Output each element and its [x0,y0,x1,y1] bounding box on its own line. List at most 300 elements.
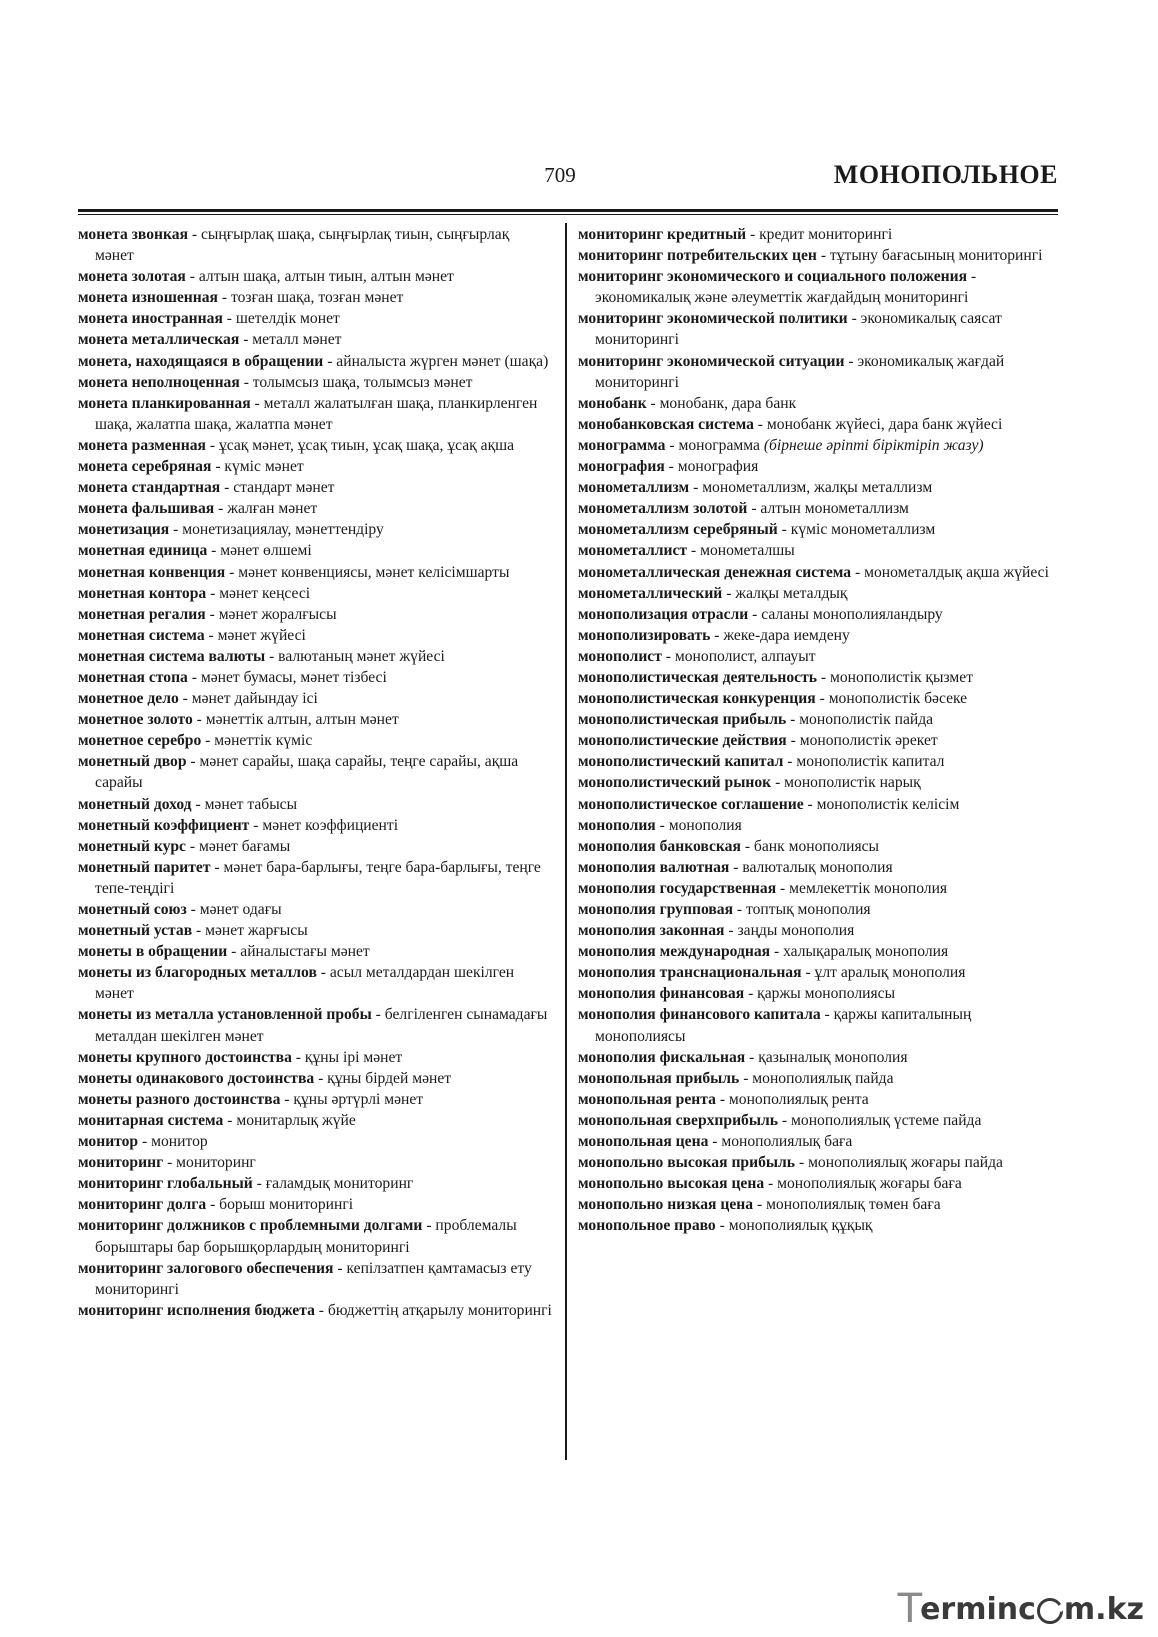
dictionary-entry [578,1047,1058,1068]
dictionary-entry [578,962,1058,983]
entry-definition: кепілзатпен қамтамасыз ету мониторингі [95,1259,532,1298]
dictionary-entry [78,1110,552,1131]
dictionary-entry [78,477,552,498]
entry-definition: валютаның мәнет жүйесі [278,647,445,665]
entry-term: монополистическая деятельность [578,668,818,686]
entry-term: мониторинг исполнения бюджета [78,1301,315,1319]
dictionary-entry [78,1173,552,1194]
entry-definition: монополиялық төмен баға [766,1196,941,1214]
entry-separator: - [185,837,199,855]
entry-term: монета, находящаяся в обращении [78,352,324,370]
entry-definition: құны әртүрлі мәнет [293,1090,424,1108]
entry-term: монета неполноценная [78,373,240,391]
dictionary-entry [578,920,1058,941]
entry-term: монограмма [578,436,666,454]
dictionary-entry [78,540,552,561]
entry-definition: монография [677,458,759,476]
entry-definition: толымсыз шақа, толымсыз мәнет [252,373,473,391]
entry-definition: монополистік нарық [784,774,921,792]
entry-separator: - [214,500,228,518]
entry-term: монеты разного достоинства [78,1090,281,1108]
dictionary-entry [78,456,552,477]
dictionary-entry [78,1089,552,1110]
dictionary-entry [578,646,1058,667]
entry-term: монета разменная [78,436,206,454]
header-rule-thin [78,214,1058,215]
entry-separator: - [786,711,800,729]
entry-separator: - [192,711,206,729]
entry-separator: - [223,1111,237,1129]
entry-term: монополия транснациональная [578,964,802,982]
entry-term: мониторинг потребительских цен [578,247,817,265]
entry-term: монополистические действия [578,732,787,750]
dictionary-entry [78,962,552,1004]
entry-term: монеты из благородных металлов [78,964,317,982]
entry-definition: мәнет бара-барлығы, теңге бара-барлығы, теңге тепе-теңдігі [95,858,541,897]
entry-definition: ұлт аралық монополия [814,964,966,982]
entry-term: монометаллизм золотой [578,500,748,518]
entry-separator: - [188,226,202,243]
entry-term: монетный двор [78,753,187,771]
entry-term: мониторинг экономического и социального положения [578,268,968,286]
entry-definition: монополиялық пайда [752,1069,894,1087]
entry-term: монета металлическая [78,331,240,349]
entry-separator: - [715,1090,729,1108]
entry-separator: - [715,1217,729,1235]
entry-separator: - [747,500,761,518]
dictionary-entry [578,456,1058,477]
dictionary-entry [78,1047,552,1068]
entry-term: монопольная рента [578,1090,716,1108]
dictionary-entry [578,477,1058,498]
dictionary-entry [578,794,1058,815]
dictionary-entry [578,899,1058,920]
dictionary-entry [578,414,1058,435]
dictionary-entry [78,266,552,287]
entry-separator: - [250,394,264,412]
dictionary-entry [78,1068,552,1089]
entry-term: монета фальшивая [78,500,215,518]
entry-term: монопольная сверхприбыль [578,1111,779,1129]
entry-term: монета изношенная [78,289,218,307]
entry-term: монопольная прибыль [578,1069,740,1087]
entry-term: монометаллический [578,584,723,602]
dictionary-entry [78,709,552,730]
dictionary-entry [578,245,1058,266]
entry-definition: сыңғырлақ шақа, сыңғырлақ тиын, сыңғырлақ мәнет [95,226,510,265]
entry-term: монеты из металла установленной пробы [78,1006,372,1024]
dictionary-entry [578,1215,1058,1236]
entry-definition: монополист, алпауыт [674,647,816,665]
dictionary-entry [78,604,552,625]
entry-separator: - [851,563,865,581]
dictionary-entry [78,941,552,962]
entry-separator: - [220,479,234,497]
dictionary-entry [578,266,1058,308]
entry-definition: мәнет дайындау ісі [191,690,318,708]
left-column [78,224,552,1321]
dictionary-entry [78,435,552,456]
entry-separator: - [710,626,724,644]
entry-note: (бірнеше әріпті біріктіріп жазу) [763,436,984,454]
entry-definition: монополиялық құқық [728,1217,873,1235]
entry-separator: - [778,1111,792,1129]
entry-separator: - [192,922,206,940]
entry-definition: айналыстағы мәнет [240,943,370,961]
entry-separator: - [211,458,225,476]
entry-separator: - [333,1259,347,1277]
entry-definition: монометалшы [700,542,795,560]
entry-definition: монобанк, дара банк [659,394,797,412]
entry-term: монеты одинакового достоинства [78,1069,315,1087]
logo-t-mark: T [897,1586,923,1632]
entry-term: монополия международная [578,943,771,961]
entry-definition: заңды монополия [737,922,855,940]
entry-definition: монополиялық рента [728,1090,869,1108]
entry-term: монополист [578,647,662,665]
entry-separator: - [801,964,815,982]
entry-separator: - [178,690,192,708]
dictionary-entry [578,604,1058,625]
entry-term: монетный коэффициент [78,816,250,834]
dictionary-entry [578,393,1058,414]
entry-term: монетное дело [78,690,179,708]
entry-term: монетная стопа [78,668,188,686]
dictionary-entry [78,815,552,836]
entry-separator: - [817,668,831,686]
dictionary-entry [78,351,552,372]
entry-definition: жалқы металдық [735,584,848,602]
entry-separator: - [138,1133,152,1151]
entry-term: монета серебряная [78,458,212,476]
dictionary-entry [578,878,1058,899]
entry-term: монопольно высокая прибыль [578,1154,796,1172]
entry-definition: қаржы капиталының монополиясы [595,1006,972,1045]
entry-term: монопольно высокая цена [578,1175,765,1193]
entry-separator: - [722,584,736,602]
column-divider [565,223,567,1460]
entry-separator: - [748,605,762,623]
entry-term: монополистический рынок [578,774,772,792]
entry-term: монопольно низкая цена [578,1196,754,1214]
entry-definition: мәнет бағамы [198,837,291,855]
entry-definition: мәнеттік алтын, алтын мәнет [205,711,399,729]
right-column [578,224,1058,1237]
entry-definition: құны бірдей мәнет [327,1069,452,1087]
dictionary-entry [78,1194,552,1215]
dictionary-entry [78,899,552,920]
entry-definition: белгіленген сынамадағы металдан шекілген мәнет [95,1006,548,1045]
entry-definition: жалған мәнет [227,500,318,518]
entry-separator: - [708,1133,722,1151]
entry-term: монета планкированная [78,394,251,412]
entry-separator: - [265,647,279,665]
dictionary-entry [578,1004,1058,1046]
entry-separator: - [744,985,758,1003]
dictionary-entry [578,857,1058,878]
dictionary-entry [78,393,552,435]
entry-definition: бюджеттің атқарылу мониторингі [327,1301,552,1319]
entry-definition: монополистік қызмет [830,668,974,686]
entry-separator: - [207,542,221,560]
dictionary-entry [78,519,552,540]
entry-term: монометаллизм серебряный [578,521,778,539]
entry-separator: - [687,542,701,560]
entry-term: монобанк [578,394,647,412]
entry-term: монета иностранная [78,310,223,328]
entry-definition: асыл металдардан шекілген мәнет [95,964,515,1003]
entry-definition: банк монополиясы [753,837,880,855]
entry-definition: күміс мәнет [224,458,304,476]
entry-definition: мәнеттік күміс [214,732,313,750]
entry-definition: саланы монополияландыру [761,605,943,623]
entry-definition: мәнет конвенциясы, мәнет келісімшарты [238,563,510,581]
entry-definition: экономикалық жағдай мониторингі [595,352,1005,391]
entry-definition: тұтыну бағасының мониторингі [829,247,1043,265]
entry-definition: шетелдік монет [235,310,340,328]
entry-definition: валюталық монополия [742,858,893,876]
entry-separator: - [187,668,201,686]
entry-definition: монитор [151,1133,208,1151]
dictionary-entry [78,1152,552,1173]
entry-definition: монополистік әрекет [799,732,938,750]
entry-term: монета золотая [78,268,186,286]
entry-separator: - [745,1048,759,1066]
entry-definition: мәнет кеңсесі [219,584,311,602]
entry-term: монеты в обращении [78,943,228,961]
entry-term: монометаллическая денежная система [578,563,852,581]
entry-separator: - [816,247,830,265]
entry-term: мониторинг долга [78,1196,207,1214]
dictionary-entry [578,709,1058,730]
entry-term: монета стандартная [78,479,221,497]
entry-term: мониторинг залогового обеспечения [78,1259,334,1277]
entry-separator: - [186,753,200,771]
entry-separator: - [252,1175,266,1193]
entry-separator: - [803,795,817,813]
entry-separator: - [239,331,253,349]
dictionary-entry [578,540,1058,561]
entry-definition: мемлекеттік монополия [789,879,948,897]
dictionary-entry [78,1300,552,1321]
entry-definition: ғаламдық мониторинг [265,1175,414,1193]
entry-term: монетный устав [78,922,193,940]
entry-separator: - [753,1196,767,1214]
dictionary-entry [78,224,552,266]
entry-separator: - [664,458,678,476]
dictionary-entry [578,351,1058,393]
entry-term: монополия финансовая [578,985,745,1003]
entry-definition: мәнет коэффициенті [262,816,399,834]
entry-term: монополия банковская [578,837,741,855]
dictionary-entry [578,435,1058,456]
dictionary-entry [578,1173,1058,1194]
dictionary-entry [578,583,1058,604]
entry-term: монетная система [78,626,205,644]
entry-separator: - [323,352,337,370]
entry-separator: - [783,753,797,771]
entry-definition: алтын шақа, алтын тиын, алтын мәнет [198,268,454,286]
entry-definition: айналыста жүрген мәнет (шақа) [336,352,549,370]
entry-definition: қазыналық монополия [758,1048,908,1066]
entry-separator: - [770,943,784,961]
dictionary-entry [78,287,552,308]
entry-term: мониторинг экономической политики [578,310,848,328]
entry-separator: - [733,901,747,918]
entry-definition: проблемалы борыштары бар борышқорлардың мониторингі [95,1217,517,1256]
entry-separator: - [740,837,754,855]
entry-separator: - [967,268,977,286]
entry-definition: мәнет өлшемі [220,542,312,560]
entry-definition: күміс монометаллизм [790,521,936,539]
dictionary-entry [578,519,1058,540]
entry-definition: стандарт мәнет [233,479,335,497]
entry-definition: экономикалық және әлеуметтік жағдайдың мониторингі [595,289,969,307]
dictionary-entry [578,941,1058,962]
entry-term: монополия [578,816,656,834]
entry-separator: - [655,816,669,834]
entry-term: монополизировать [578,626,711,644]
running-head: МОНОПОЛЬНОЕ [833,160,1058,189]
entry-definition: монополистік пайда [799,711,934,729]
entry-separator: - [665,436,679,454]
entry-term: монеты крупного достоинства [78,1048,292,1066]
entry-separator: - [786,732,800,750]
entry-separator: - [163,1154,177,1172]
entry-term: монополия фискальная [578,1048,746,1066]
entry-term: монетная контора [78,584,207,602]
dictionary-entry [78,920,552,941]
entry-term: монополия групповая [578,901,734,918]
entry-separator: - [371,1006,385,1024]
entry-definition: мониторинг [176,1154,256,1172]
entry-term: мониторинг [78,1154,164,1172]
entry-definition: топтық монополия [746,901,871,918]
entry-separator: - [222,310,236,328]
entry-separator: - [191,795,205,813]
entry-separator: - [206,584,220,602]
dictionary-entry [578,667,1058,688]
entry-definition: мәнет бумасы, мәнет тізбесі [200,668,387,686]
entry-definition: монобанк жүйесі, дара банк жүйесі [766,415,1003,433]
dictionary-entry [578,1152,1058,1173]
entry-definition: мәнет жүйесі [217,626,306,644]
entry-definition: мәнет табысы [204,795,298,813]
entry-term: монета звонкая [78,226,189,243]
dictionary-entry [78,562,552,583]
entry-definition: жеке-дара иемдену [723,626,850,644]
entry-separator: - [239,373,253,391]
entry-definition: борыш мониторингі [219,1196,354,1214]
entry-term: монополия государственная [578,879,777,897]
entry-term: монетная система валюты [78,647,266,665]
entry-separator: - [204,626,218,644]
entry-definition: мәнет сарайы, шақа сарайы, теңге сарайы, ақша сарайы [95,753,519,792]
entry-term: монетная конвенция [78,563,226,581]
dictionary-entry [578,625,1058,646]
entry-term: монополистическая конкуренция [578,690,816,708]
entry-separator: - [844,352,858,370]
entry-separator: - [201,732,215,750]
entry-definition: мәнет одағы [199,901,282,918]
entry-term: монополия валютная [578,858,730,876]
entry-separator: - [689,479,703,497]
entry-term: монополистический капитал [578,753,784,771]
entry-separator: - [422,1217,436,1235]
entry-definition: монополия [668,816,742,834]
entry-definition: монополиялық үстеме пайда [791,1111,982,1129]
entry-term: монетное золото [78,711,193,729]
entry-separator: - [729,858,743,876]
dictionary-entry [578,1131,1058,1152]
entry-separator: - [185,268,199,286]
entry-definition: құны ірі мәнет [304,1048,403,1066]
entry-term: мониторинг должников с проблемными долгами [78,1217,423,1235]
entry-term: монетное серебро [78,732,202,750]
dictionary-entry [78,372,552,393]
dictionary-entry [78,1131,552,1152]
entry-term: монитор [78,1133,139,1151]
entry-definition: монополистік бәсеке [828,690,968,708]
entry-definition: металл мәнет [252,331,342,349]
dictionary-entry [578,836,1058,857]
entry-separator: - [753,415,767,433]
entry-definition: монитарлық жүйе [236,1111,356,1129]
dictionary-entry [78,1215,552,1257]
entry-definition: ұсақ мәнет, ұсақ тиын, ұсақ шақа, ұсақ ақша [218,436,515,454]
entry-definition: халықаралық монополия [783,943,949,961]
dictionary-entry [78,730,552,751]
entry-separator: - [661,647,675,665]
dictionary-entry [78,1258,552,1300]
dictionary-entry [78,688,552,709]
dictionary-entry [578,688,1058,709]
entry-term: монопольное право [578,1217,716,1235]
entry-separator: - [771,774,785,792]
entry-definition: монополиялық баға [721,1133,853,1151]
entry-definition: тозған шақа, тозған мәнет [231,289,404,307]
dictionary-entry [578,562,1058,583]
entry-separator: - [206,1196,220,1214]
dictionary-entry [578,751,1058,772]
entry-term: монетная регалия [78,605,206,623]
entry-term: монетный курс [78,837,186,855]
entry-term: монополия законная [578,922,725,940]
dictionary-entry [578,308,1058,350]
entry-separator: - [646,394,660,412]
dictionary-entry [78,794,552,815]
dictionary-entry [78,625,552,646]
entry-term: монетный паритет [78,858,211,876]
entry-definition: монометаллизм, жалқы металлизм [702,479,933,497]
dictionary-entry [78,308,552,329]
entry-definition: монополистік капитал [796,753,945,771]
entry-separator: - [820,1006,834,1024]
dictionary-entry [78,751,552,793]
dictionary-entry [78,836,552,857]
dictionary-entry [578,730,1058,751]
dictionary-entry [578,1068,1058,1089]
dictionary-entry [78,329,552,350]
entry-separator: - [314,1301,328,1319]
entry-definition: мәнет жарғысы [205,922,308,940]
entry-separator: - [186,901,200,918]
entry-separator: - [210,858,224,876]
entry-definition: монополиялық жоғары баға [777,1175,962,1193]
entry-separator: - [205,436,219,454]
entry-definition: монометалдық ақша жүйесі [864,563,1049,581]
entry-definition: қаржы монополиясы [757,985,896,1003]
